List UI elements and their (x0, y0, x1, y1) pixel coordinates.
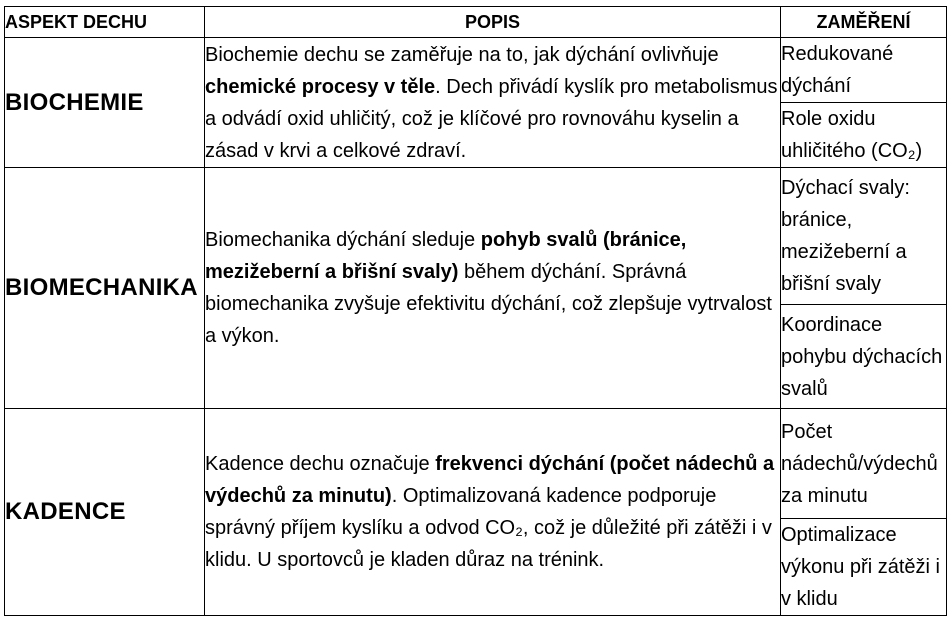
header-focus: ZAMĚŘENÍ (781, 7, 947, 38)
description-cell-biochemie (205, 38, 781, 168)
header-row (5, 7, 947, 38)
description-emphasis: chemické procesy v těle (205, 75, 436, 98)
description-emphasis: pohyb svalů (bránice, mezižeberní a břišní svaly) (205, 229, 687, 283)
header-description: POPIS (205, 7, 781, 38)
focus-cell: Role oxidu uhličitého (CO₂) (781, 103, 947, 168)
description-emphasis: frekvenci dýchání (počet nádechů a výdechů za minutu) (205, 453, 775, 507)
aspect-cell-biomechanika: BIOMECHANIKA (5, 168, 205, 409)
table-row (5, 38, 947, 103)
description-text: . Dech přivádí kyslík pro metabolismus a odvádí oxid uhličitý, což je klíčové pro rovnováhu kyselin a zásad v krvi a celkové zdraví. (205, 75, 778, 162)
description-text: Kadence dechu označuje (205, 453, 436, 475)
description-text: během dýchání. Správná biomechanika zvyšuje efektivitu dýchání, což zlepšuje vytrvalost a výkon. (205, 261, 772, 347)
breathing-aspects-table (4, 6, 947, 616)
aspect-cell-biochemie: BIOCHEMIE (5, 38, 205, 168)
description-text: . Optimalizovaná kadence podporuje správný příjem kyslíku a odvod CO₂, což je důležité při zátěži i v klidu. U sportovců je kladen důraz na trénink. (205, 485, 772, 571)
description-cell-kadence (205, 409, 781, 616)
table-row (5, 168, 947, 305)
focus-cell: Dýchací svaly: bránice, mezižeberní a břišní svaly (781, 168, 947, 305)
description-text: Biomechanika dýchání sleduje (205, 229, 481, 251)
description-text: Biochemie dechu se zaměřuje na to, jak dýchání ovlivňuje (205, 43, 719, 66)
focus-cell: Koordinace pohybu dýchacích svalů (781, 305, 947, 409)
focus-cell: Optimalizace výkonu při zátěži i v klidu (781, 519, 947, 616)
description-cell-biomechanika (205, 168, 781, 409)
table-row (5, 409, 947, 519)
aspect-cell-kadence: KADENCE (5, 409, 205, 616)
focus-cell: Redukované dýchání (781, 38, 947, 103)
header-aspect: ASPEKT DECHU (5, 7, 205, 38)
focus-cell: Počet nádechů/výdechů za minutu (781, 409, 947, 519)
